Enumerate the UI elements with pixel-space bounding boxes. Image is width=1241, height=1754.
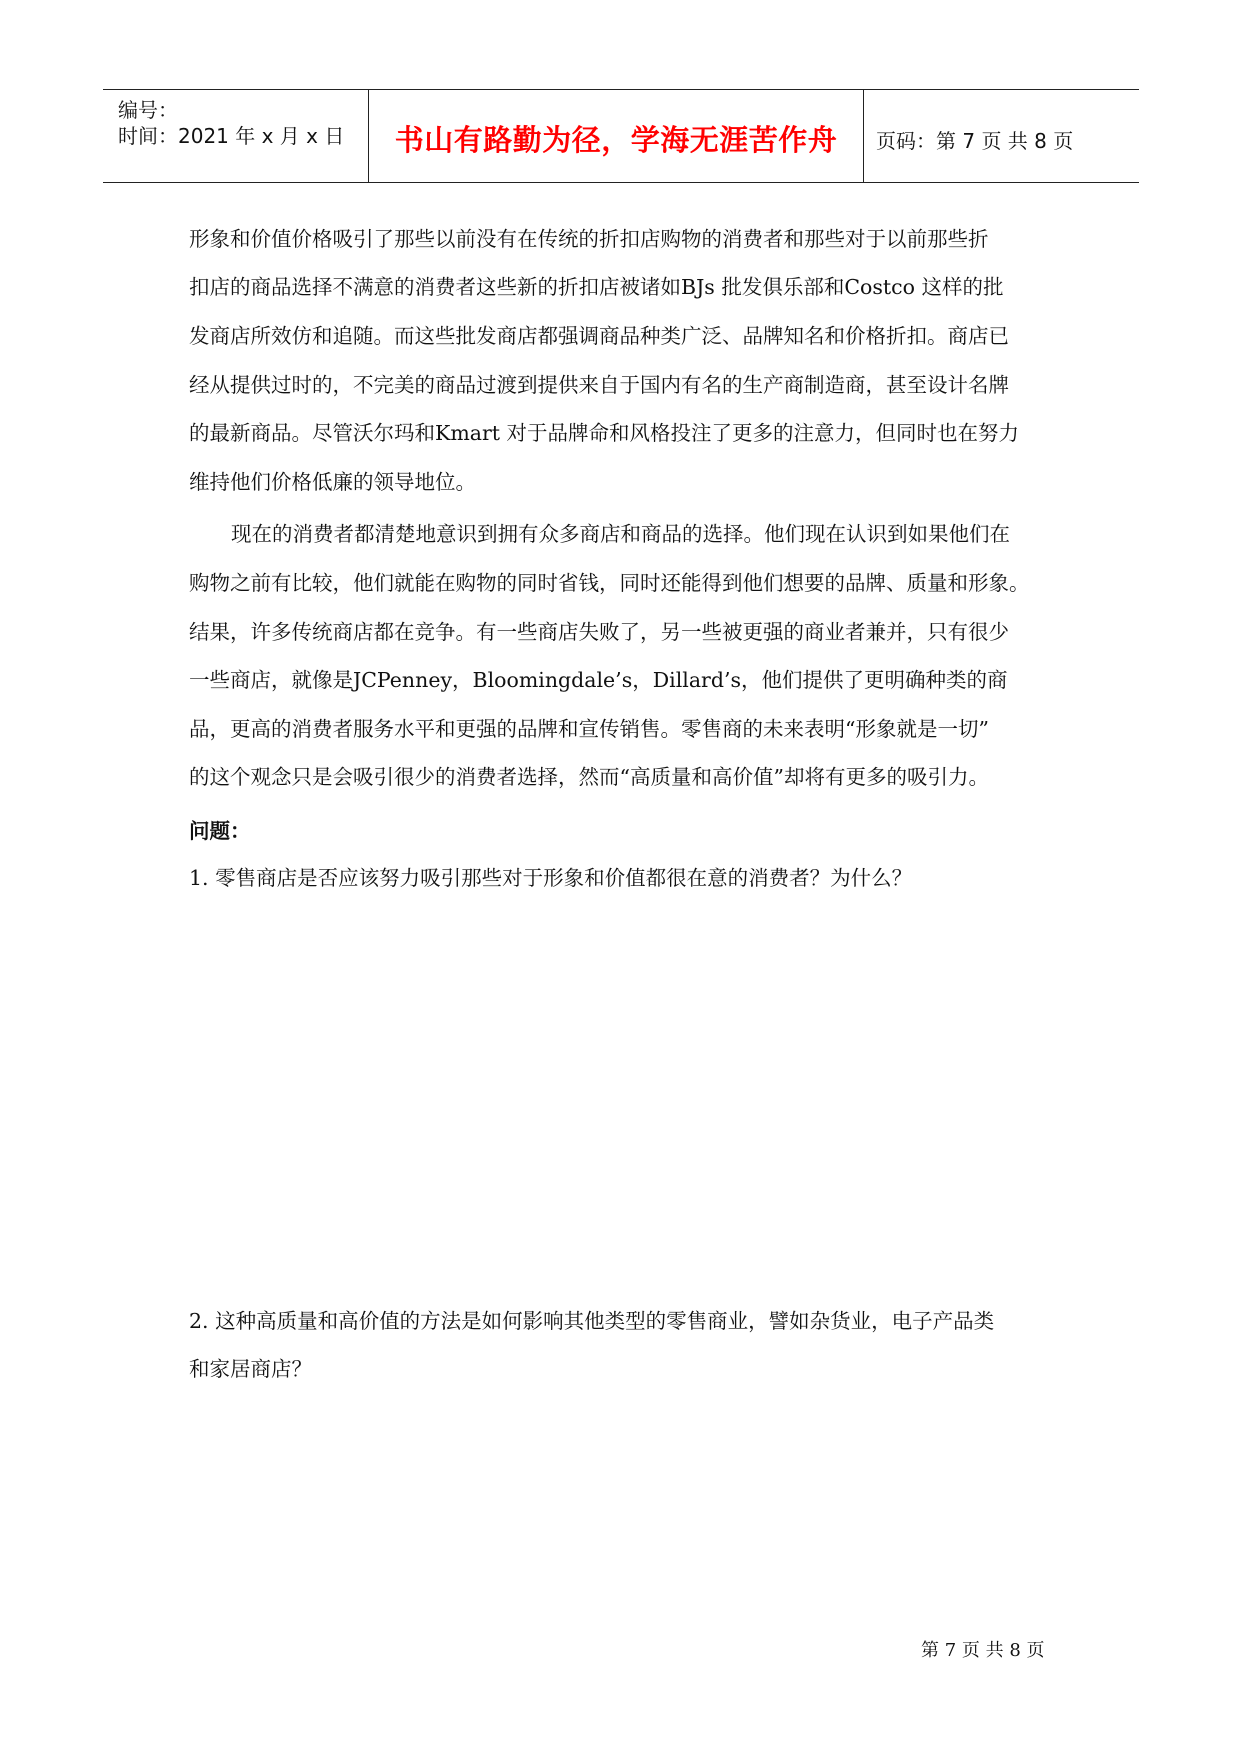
paragraph-line: 的最新商品。尽管沃尔玛和Kmart 对于品牌命和风格投注了更多的注意力，但同时也在努力: [189, 421, 1020, 445]
paragraph-line: 一些商店，就像是JCPenney，Bloomingdale’s，Dillard’s，他们提供了更明确种类的商: [189, 668, 1008, 692]
paragraph-line: 结果，许多传统商店都在竞争。有一些商店失败了，另一些被更强的商业者兼并，只有很少: [189, 620, 1009, 644]
header-info-cell: [103, 90, 369, 182]
document-time-label: 时间：2021 年 x 月 x 日: [118, 124, 345, 148]
paragraph-line: 发商店所效仿和追随。而这些批发商店都强调商品种类广泛、品牌知名和价格折扣。商店已: [189, 324, 1009, 348]
page-footer: 第 7 页 共 8 页: [921, 1640, 1045, 1661]
header-motto-cell: [369, 90, 864, 182]
paragraph-line: 品，更高的消费者服务水平和更强的品牌和宣传销售。零售商的未来表明“形象就是一切”: [189, 717, 989, 741]
document-number-label: 编号：: [118, 98, 178, 122]
header-motto: 书山有路勤为径，学海无涯苦作舟: [394, 123, 838, 157]
question-1: 1. 零售商店是否应该努力吸引那些对于形象和价值都很在意的消费者？为什么？: [189, 866, 913, 890]
paragraph-line: 维持他们价格低廉的领导地位。: [189, 470, 476, 494]
paragraph-line: 形象和价值价格吸引了那些以前没有在传统的折扣店购物的消费者和那些对于以前那些折: [189, 227, 989, 251]
paragraph-line: 现在的消费者都清楚地意识到拥有众多商店和商品的选择。他们现在认识到如果他们在: [231, 522, 1010, 546]
paragraph-line: 经从提供过时的，不完美的商品过渡到提供来自于国内有名的生产商制造商，甚至设计名牌: [189, 373, 1009, 397]
question-2-line-2: 和家居商店？: [189, 1357, 312, 1381]
paragraph-line: 的这个观念只是会吸引很少的消费者选择，然而“高质量和高价值”却将有更多的吸引力。: [189, 765, 989, 789]
paragraph-line: 扣店的商品选择不满意的消费者这些新的折扣店被诸如BJs 批发俱乐部和Costco 这样的批: [189, 275, 1004, 299]
page-header: [103, 89, 1139, 183]
header-page-number: 页码：第 7 页 共 8 页: [876, 129, 1074, 153]
question-2-line-1: 2. 这种高质量和高价值的方法是如何影响其他类型的零售商业，譬如杂货业，电子产品类: [189, 1309, 995, 1333]
paragraph-line: 购物之前有比较，他们就能在购物的同时省钱，同时还能得到他们想要的品牌、质量和形象。: [189, 571, 1030, 595]
questions-heading: 问题：: [189, 819, 251, 843]
header-page-cell: [864, 90, 1139, 182]
